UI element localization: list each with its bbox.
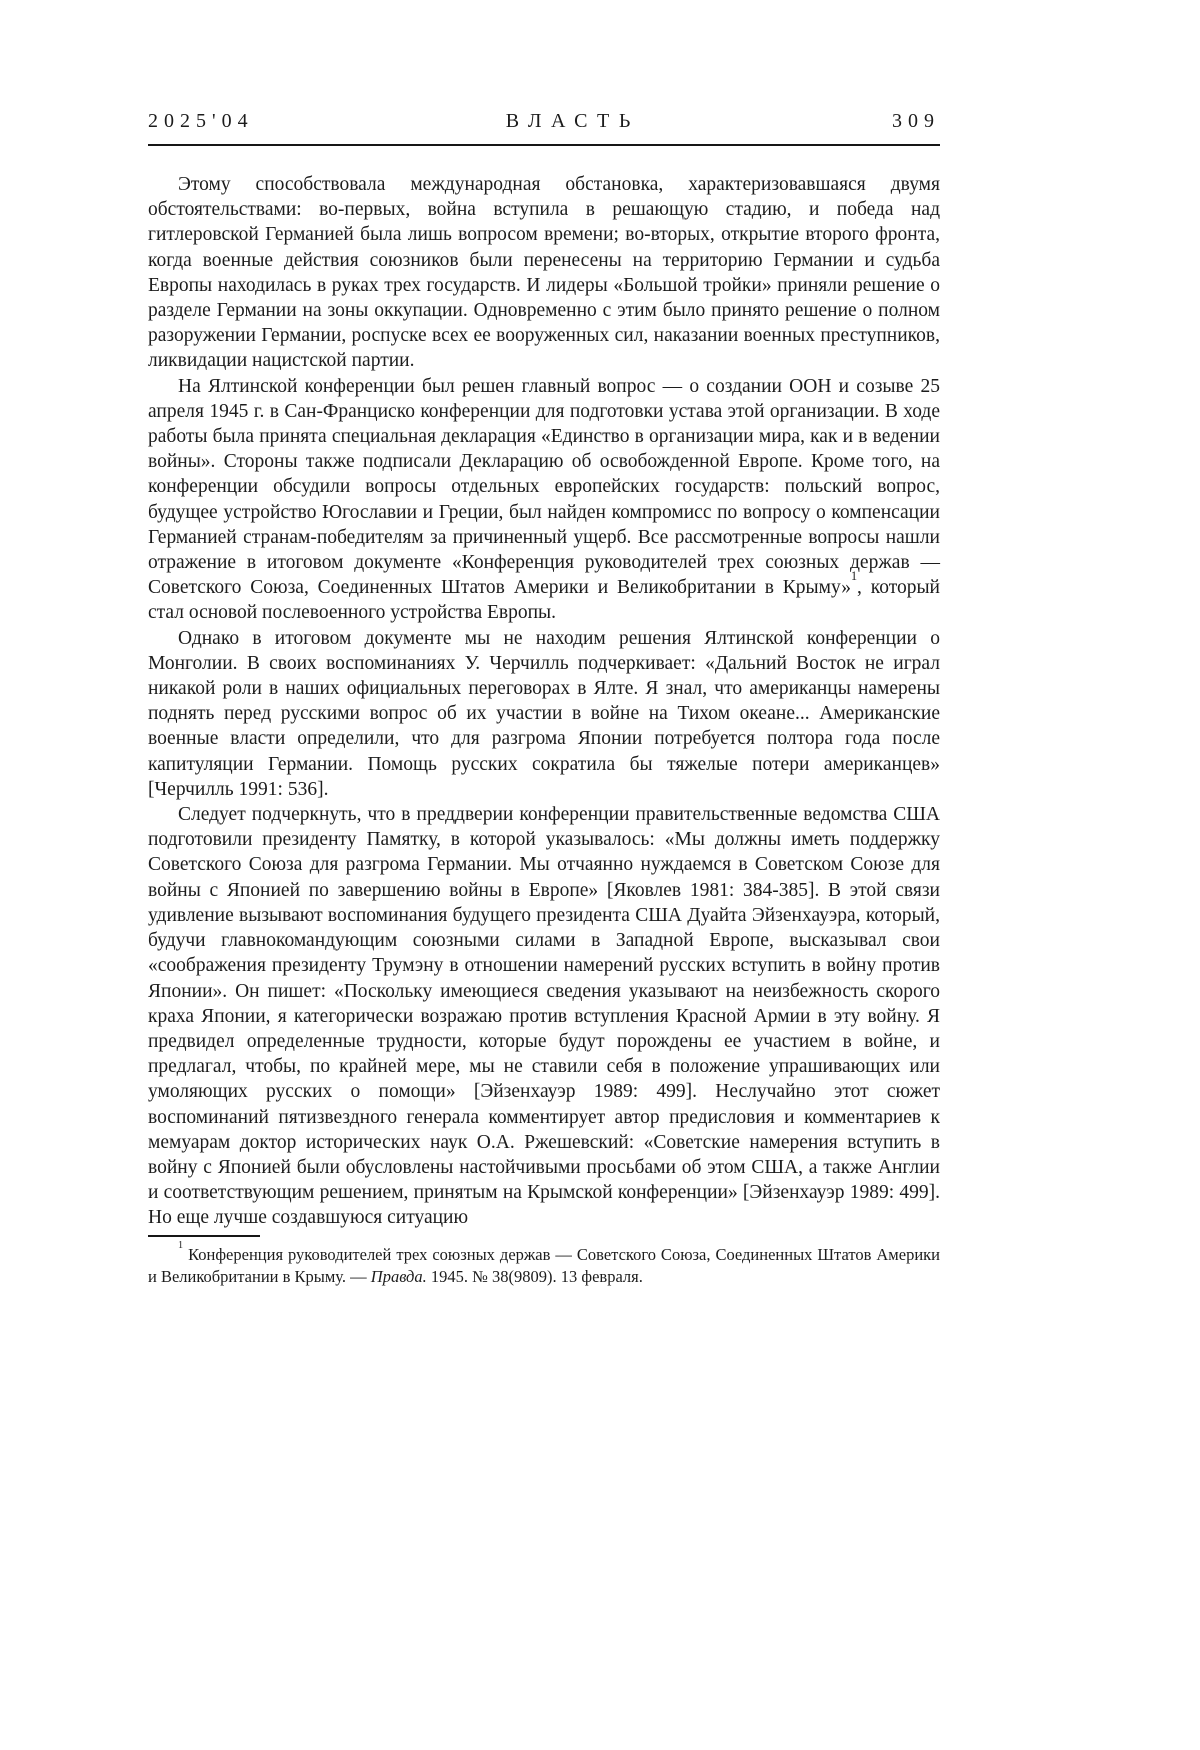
footnote-section — [148, 1235, 940, 1289]
paragraph-2-text-continued: , который стал основой послевоенного устройства Европы. — [148, 577, 940, 624]
page-content — [148, 110, 940, 1289]
article-body — [148, 172, 940, 1231]
paragraph-2 — [148, 374, 940, 626]
issue-label: 2025'04 — [148, 110, 254, 132]
paragraph-4: Следует подчеркнуть, что в преддверии конференции правительственные ведомства США подготовили президенту Памятку, в которой указывалось: «Мы должны иметь поддержку Советского Союза для разгрома Германии. Мы отчаянно нуждаемся в Советском Союзе для войны с Японией по завершению войны в Европе» [Яковлев 1981: 384-385]. В этой связи удивление вызывают воспоминания будущего президента США Дуайта Эйзенхауэра, который, будучи главнокомандующим союзными силами в Западной Европе, высказывал свои «соображения президенту Трумэну в отношении намерений русских вступить в войну против Японии». Он пишет: «Поскольку имеющиеся сведения указывают на неизбежность скорого краха Японии, я категорически возражаю против вступления Красной Армии в эту войну. Я предвидел определенные трудности, которые будут порождены ее участием в войне, и предлагал, чтобы, по крайней мере, мы не ставили себя в положение упрашивающих или умоляющих русских о помощи» [Эйзенхауэр 1989: 499]. Неслучайно этот сюжет воспоминаний пятизвездного генерала комментирует автор предисловия и комментариев к мемуарам доктор исторических наук О.А. Ржешевский: «Советские намерения вступить в войну с Японией были обусловлены настойчивыми просьбами об этом США, а также Англии и соответствующим решением, принятым на Крымской конференции» [Эйзенхауэр 1989: 499]. Но еще лучше создавшуюся ситуацию — [148, 804, 940, 1229]
footnote-body: Конференция руководителей трех союзных держав — Советского Союза, Соединенных Штатов Америки и Великобритании в Крыму. — — [148, 1244, 940, 1287]
journal-title: ВЛАСТЬ — [505, 110, 640, 132]
page-number: 309 — [892, 110, 940, 132]
footnote-body-continued: 1945. № 38(9809). 13 февраля. — [426, 1267, 643, 1287]
paragraph-1: Этому способствовала международная обстановка, характеризовавшаяся двумя обстоятельствами: во-первых, война вступила в решающую стадию, и победа над гитлеровской Германией была лишь вопросом времени; во-вторых, открытие второго фронта, когда военные действия союзников были перенесены на территорию Германии и судьба Европы находилась в руках трех государств. И лидеры «Большой тройки» приняли решение о разделе Германии на зоны оккупации. Одновременно с этим было принято решение о полном разоружении Германии, роспуске всех ее вооруженных сил, наказании военных преступников, ликвидации нацистской партии. — [148, 174, 940, 372]
footnote-source-title: Правда. — [370, 1267, 427, 1287]
footnote-reference: 1 — [850, 569, 857, 584]
footnote-separator-rule — [148, 1235, 260, 1237]
page-header — [148, 110, 940, 146]
paragraph-2-text: На Ялтинской конференции был решен главный вопрос — о создании ООН и созыве 25 апреля 1945 г. в Сан-Франциско конференции для подготовки устава этой организации. В ходе работы была принята специальная декларация «Единство в организации мира, как и в ведении войны». Стороны также подписали Декларацию об освобожденной Европе. Кроме того, на конференции обсудили вопросы отдельных европейских государств: польский вопрос, будущее устройство Югославии и Греции, был найден компромисс по вопросу о компенсации Германией странам-победителям за причиненный ущерб. Все рассмотренные вопросы нашли отражение в итоговом документе «Конференция руководителей трех союзных держав — Советского Союза, Соединенных Штатов Америки и Великобритании в Крыму» — [148, 375, 940, 599]
paragraph-3: Однако в итоговом документе мы не находим решения Ялтинской конференции о Монголии. В своих воспоминаниях У. Черчилль подчеркивает: «Дальний Восток не играл никакой роли в наших официальных переговорах в Ялте. Я знал, что американцы намерены поднять перед русскими вопрос об их участии в войне на Тихом океане... Американские военные власти определили, что для разгрома Японии потребуется полтора года после капитуляции Германии. Помощь русских сократила бы тяжелые потери американцев» [Черчилль 1991: 536]. — [148, 627, 940, 800]
footnote-marker: 1 — [178, 1240, 184, 1252]
footnote-text — [148, 1240, 940, 1289]
